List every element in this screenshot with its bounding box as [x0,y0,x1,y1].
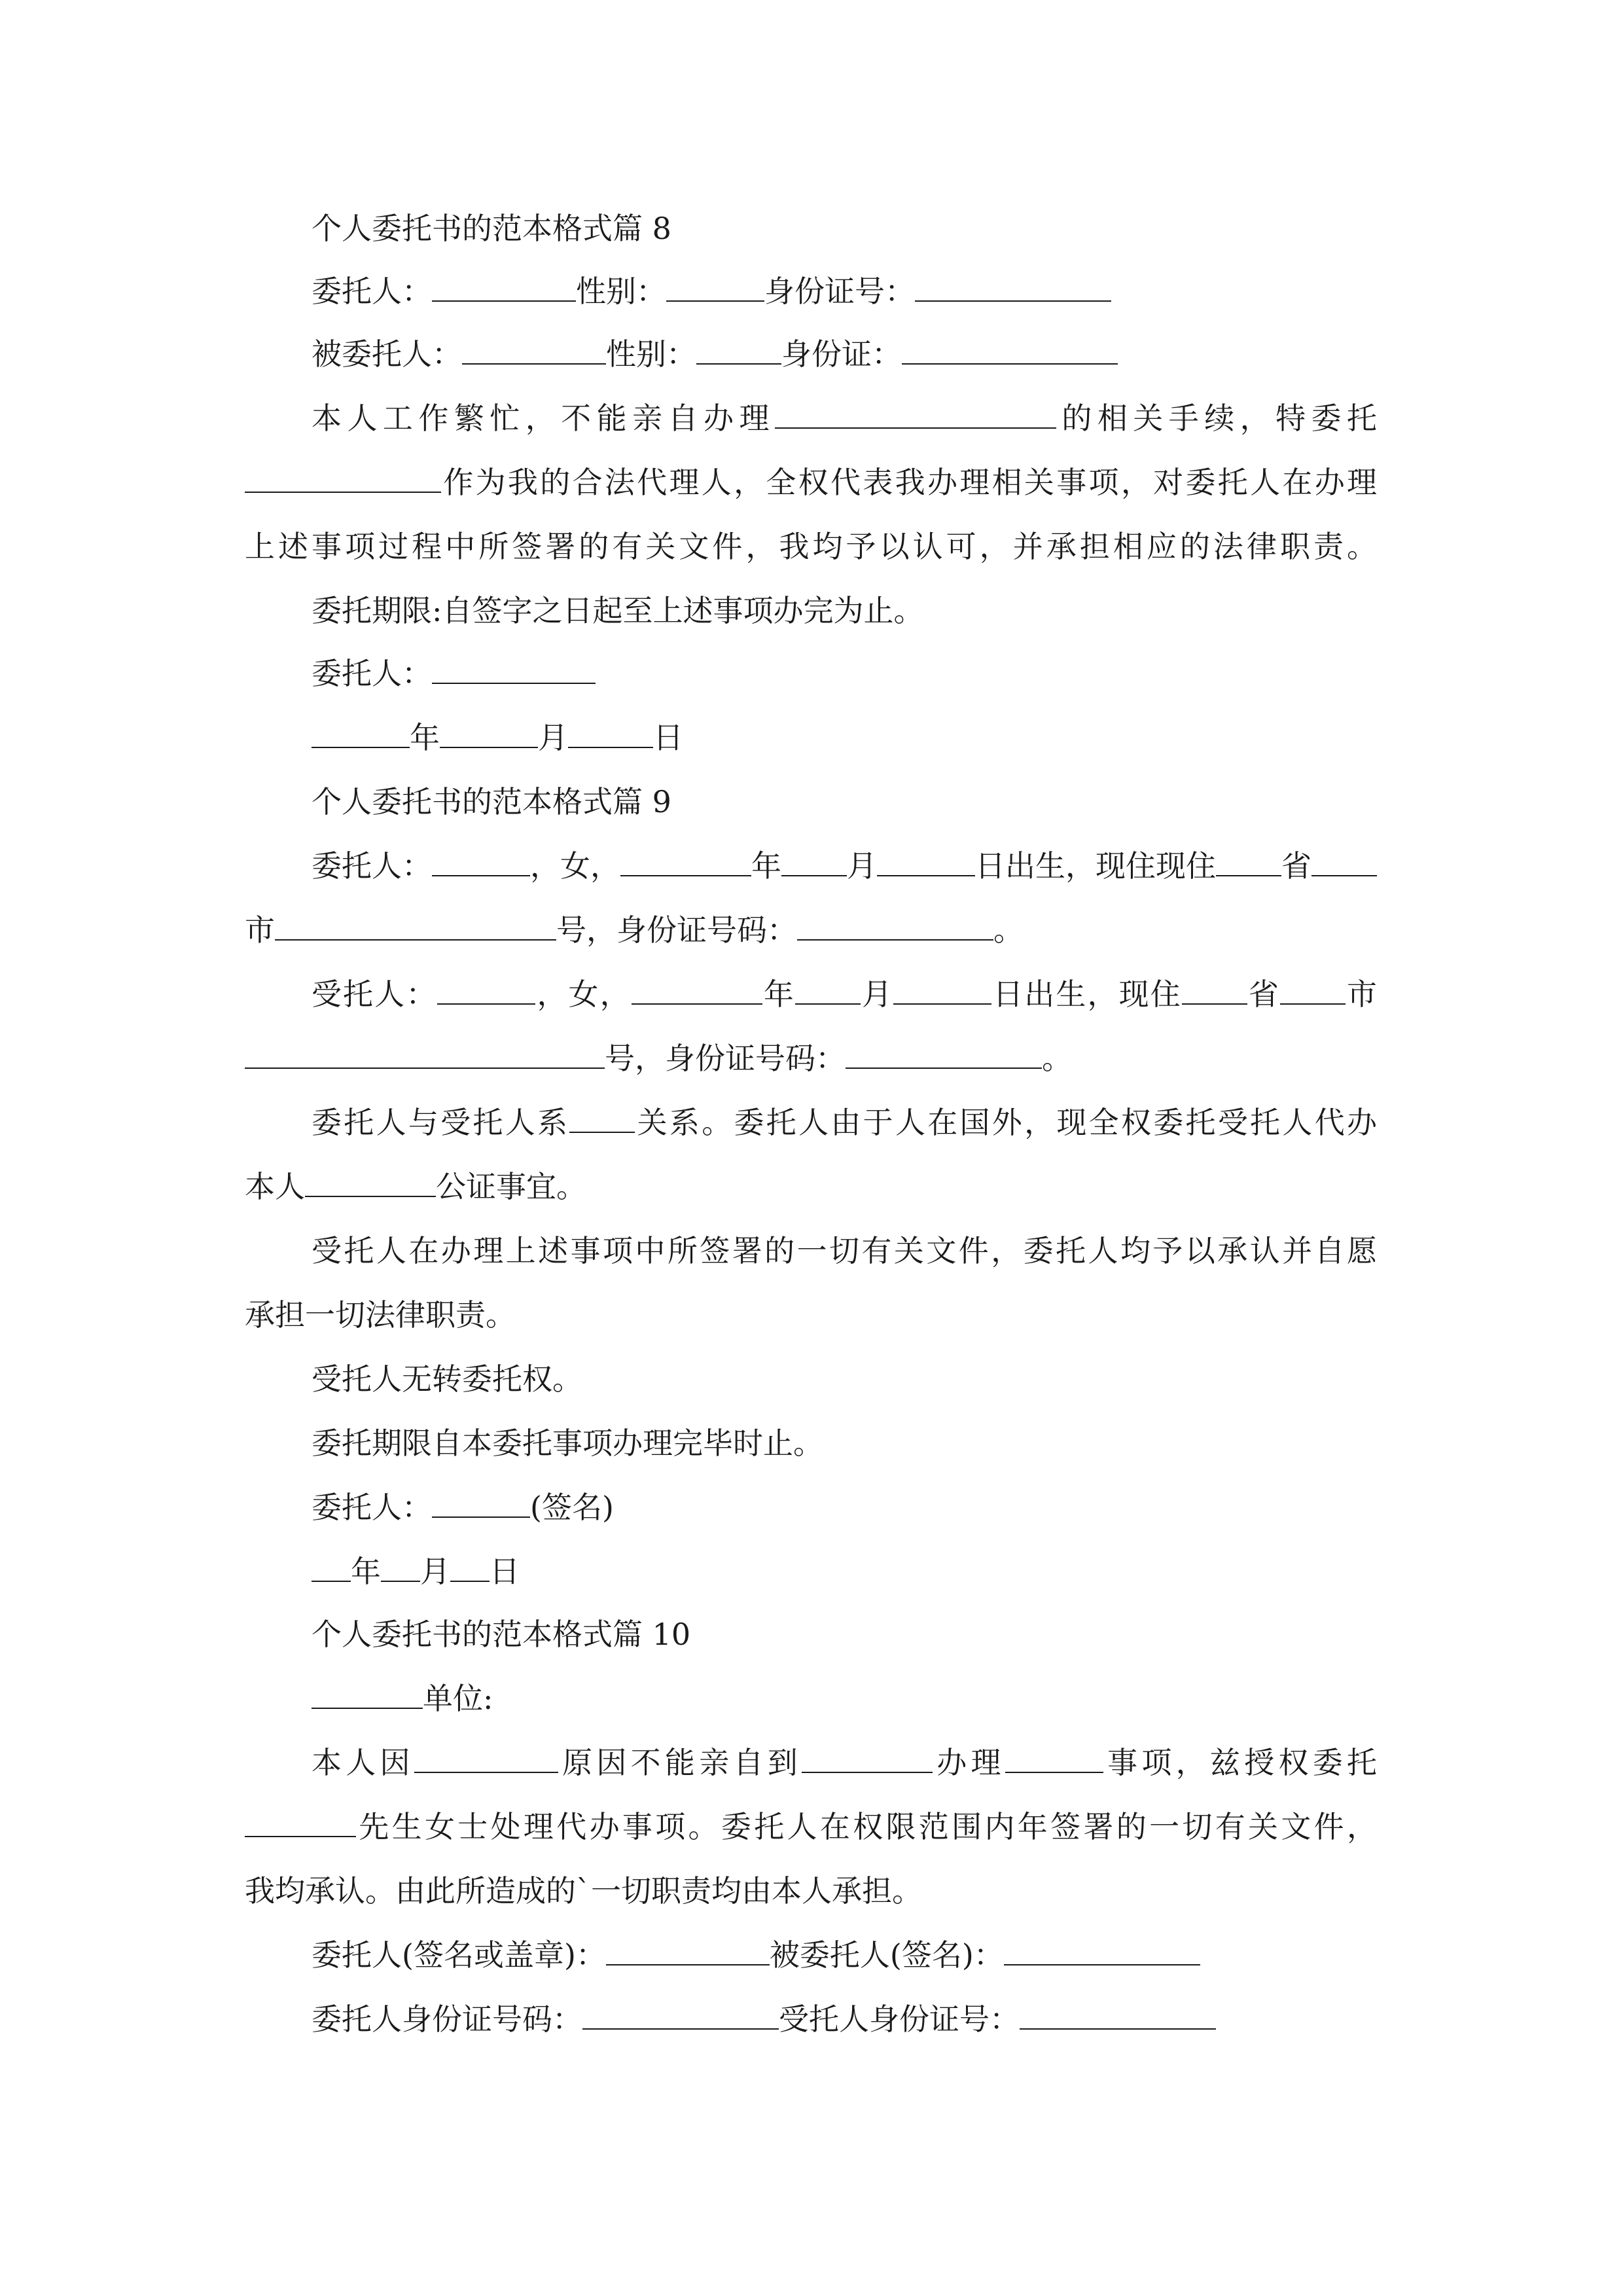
blank [775,399,1056,429]
blank [312,718,410,748]
section9-agent-line1: 受托人： ，女， 年 月 日出生，现住 省 市 [312,974,1377,1014]
blank [432,846,530,876]
section8-date-line: 年 月 日 [312,717,683,758]
blank [1005,1743,1103,1773]
section9-sign-line: 委托人： (签名) [312,1487,614,1528]
section10-signature-line: 委托人(签名或盖章)： 被委托人(签名)： [312,1935,1200,1975]
section10-body-line1: 本人因 原因不能亲自到 办理 事项，兹授权委托 [312,1742,1377,1783]
blank [1182,975,1247,1005]
blank [437,975,535,1005]
blank [245,463,441,493]
section9-accept-line2: 承担一切法律职责。 [245,1297,516,1333]
blank [432,654,596,684]
blank [450,1552,490,1582]
section8-agent-line: 被委托人： 性别： 身份证： [312,334,1118,374]
section8-term: 委托期限:自签字之日起至上述事项办完为止。 [312,593,924,628]
blank [432,1488,530,1518]
section9-principal-line1: 委托人： ，女， 年 月 日出生，现住现住 省 [312,846,1377,886]
blank [666,272,764,302]
section8-sign-line: 委托人： [312,653,596,694]
blank [312,1679,423,1709]
blank [312,1552,351,1582]
section9-agent-line2: 号，身份证号码： 。 [245,1038,1072,1079]
blank [797,910,993,941]
blank [915,272,1111,302]
section10-title: 个人委托书的范本格式篇 10 [312,1617,691,1652]
blank [1020,2000,1216,2030]
blank [696,334,781,365]
blank [902,334,1118,365]
blank [893,975,991,1005]
blank [606,1935,770,1965]
blank [440,718,538,748]
blank [1216,846,1281,876]
section9-term: 委托期限自本委托事项办理完毕时止。 [312,1426,823,1461]
section10-unit-line: 单位: [312,1678,493,1719]
blank [245,1807,356,1837]
section9-relation-line2: 本人 公证事宜。 [245,1166,586,1207]
blank [569,1103,635,1133]
blank [620,846,751,876]
section9-accept-line1: 受托人在办理上述事项中所签署的一切有关文件，委托人均予以承认并自愿 [312,1233,1377,1268]
section10-body-line2: 先生女士处理代办事项。委托人在权限范围内年签署的一切有关文件， [245,1806,1377,1847]
blank [305,1167,436,1197]
section8-body-line1: 本人工作繁忙，不能亲自办理 的相关手续，特委托 [312,398,1377,439]
blank [275,910,556,941]
blank [1280,975,1346,1005]
section10-id-line: 委托人身份证号码： 受托人身份证号： [312,1999,1216,2039]
section9-principal-line2: 市 号，身份证号码： 。 [245,910,1024,950]
section8-title: 个人委托书的范本格式篇 8 [312,211,671,246]
section8-principal-line: 委托人： 性别： 身份证号： [312,271,1111,312]
section8-body-line3: 上述事项过程中所签署的有关文件，我均予以认可，并承担相应的法律职责。 [245,529,1377,564]
blank [582,2000,779,2030]
blank [632,975,762,1005]
blank [795,975,861,1005]
blank [1311,846,1377,876]
blank [781,846,847,876]
blank [381,1552,420,1582]
blank [568,718,653,748]
blank [414,1743,558,1773]
section9-relation-line1: 委托人与受托人系 关系。委托人由于人在国外，现全权委托受托人代办 [312,1102,1377,1143]
blank [877,846,975,876]
blank [432,272,576,302]
section9-date-line: 年 月 日 [312,1551,520,1592]
blank [1004,1935,1200,1965]
section9-title: 个人委托书的范本格式篇 9 [312,784,671,819]
section9-no-transfer: 受托人无转委托权。 [312,1361,582,1397]
blank [846,1039,1042,1069]
blank [802,1743,933,1773]
section10-body-line3: 我均承认。由此所造成的`一切职责均由本人承担。 [245,1873,922,1909]
blank [245,1039,605,1069]
blank [462,334,606,365]
section8-body-line2: 作为我的合法代理人，全权代表我办理相关事项，对委托人在办理 [245,462,1377,503]
